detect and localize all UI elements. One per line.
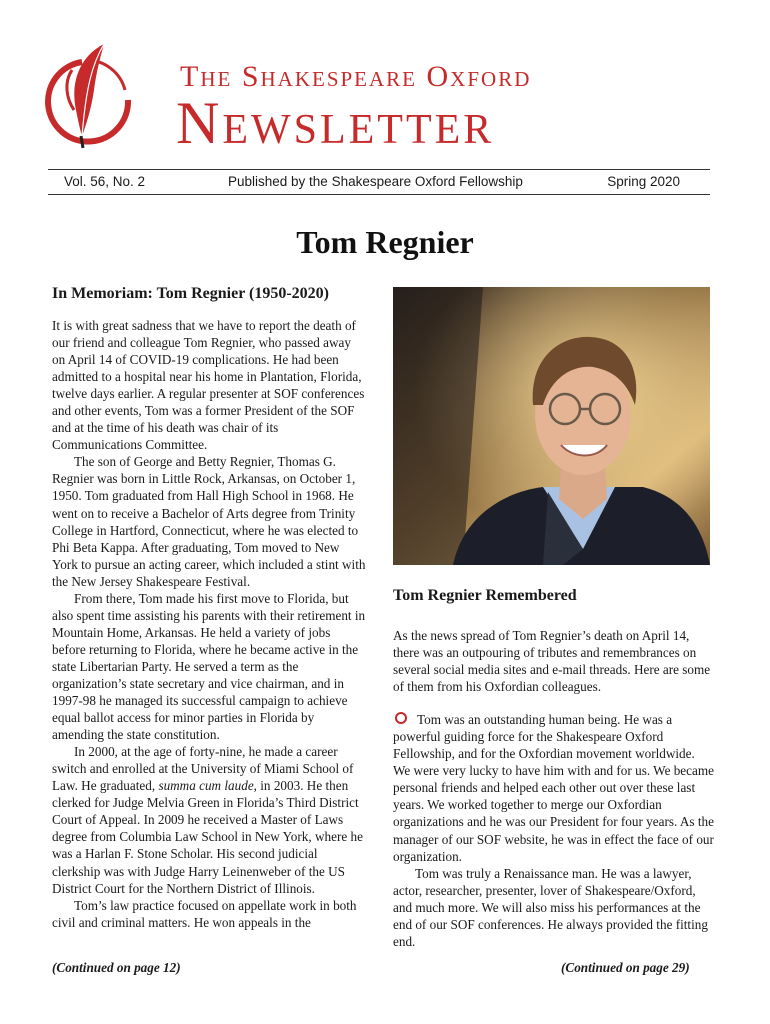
memoriam-paragraph-4-start: In 2000, at the age of forty-nine, he made a career switch and enrolled at the University of Miami School of Law. He graduated,: [52, 744, 354, 794]
memoriam-paragraph-2: The son of George and Betty Regnier, Thomas G. Regnier was born in Little Rock, Arkansas, on October 1, 1950. Tom graduated from Hall High School in 1968. He went on to receive a Bachelor of Arts degree from Trinity College in Hartford, Connecticut, where he was elected to Phi Beta Kappa. After graduating, Tom moved to New York to pursue an acting career, which included a stint with the New Jersey Shakespeare Festival.: [52, 454, 366, 589]
masthead-subtitle: The Shakespeare Oxford: [180, 60, 532, 93]
masthead-title: Newsletter: [176, 90, 495, 156]
latin-honor-text: summa cum laude: [158, 778, 254, 794]
infobar-bottom-rule: [48, 194, 710, 195]
memoriam-paragraph-5: Tom’s law practice focused on appellate work in both civil and criminal matters. He won appeals in the: [52, 897, 357, 930]
page-title: Tom Regnier: [296, 224, 474, 260]
quill-logo-icon: [32, 40, 134, 162]
memoriam-paragraph-4: [52, 743, 366, 896]
memoriam-article: [52, 283, 366, 931]
issue-info-bar: [48, 170, 710, 194]
tribute-bullet-paragraph: [393, 711, 715, 864]
memoriam-paragraph-1: It is with great sadness that we have to report the death of our friend and colleague Tom Regnier, who passed away on April 14 of COVID-19 complications. He had been admitted to a hospital near his home in Plantation, Florida, twelve days earlier. A regular presenter at SOF conferences and other events, Tom was a former President of the SOF and at the time of his death was chair of its Communications Committee.: [52, 318, 365, 453]
volume-number: Vol. 56, No. 2: [64, 174, 146, 189]
remembered-article: [393, 585, 715, 950]
issue-season: Spring 2020: [607, 174, 680, 189]
red-bullet-icon: [395, 712, 407, 724]
left-continued-link[interactable]: (Continued on page 12): [52, 960, 181, 975]
memoriam-heading: In Memoriam: Tom Regnier (1950-2020): [52, 285, 329, 302]
remembered-heading: Tom Regnier Remembered: [393, 587, 577, 604]
publisher-line: Published by the Shakespeare Oxford Fellowship: [228, 174, 523, 189]
memoriam-paragraph-3: From there, Tom made his first move to Florida, but also spent time assisting his parents with their retirement in Mountain Home, Arkansas. He held a variety of jobs before returning to Florida, where he became active in the state Libertarian Party. He served a term as the organization’s state secretary and vice chairman, and in 1997-98 he managed its successful campaign to achieve equal ballot access for minor parties in Florida by amending the state constitution.: [52, 590, 366, 743]
remembered-intro: As the news spread of Tom Regnier’s death on April 14, there was an outpouring of tributes and remembrances on several social media sites and e-mail threads. Here are some of them from his Oxfordian colleagues.: [393, 628, 711, 695]
memoriam-paragraph-4-end: , in 2003. He then clerked for Judge Melvia Green in Florida’s Third District Court of Appeal. In 2009 he received a Master of Laws degree from Columbia Law School in New York, where he was a Harlan F. Stone Scholar. His second judicial clerkship was with Judge Harry Leinenweber of the US District Court for the Northern District of Illinois.: [52, 778, 363, 896]
tribute-bullet-text: Tom was an outstanding human being. He was a powerful guiding force for the Shakespeare Oxford Fellowship, and for the Oxfordian movement worldwide. We were very lucky to have him with and for us. We became personal friends and helped each other out over these last years. We worked together to merge our Oxfordian organizations and he was our President for four years. As the manager of our SOF website, he was in effect the face of our organization.: [393, 712, 714, 864]
right-continued-link[interactable]: (Continued on page 29): [561, 960, 690, 975]
tom-regnier-portrait-photo: [393, 287, 710, 565]
tribute-paragraph-2: Tom was truly a Renaissance man. He was a lawyer, actor, researcher, presenter, lover of Shakespeare/Oxford, and much more. We will also miss his performances at the end of our SOF conferences. He always provided the fitting end.: [393, 865, 708, 949]
